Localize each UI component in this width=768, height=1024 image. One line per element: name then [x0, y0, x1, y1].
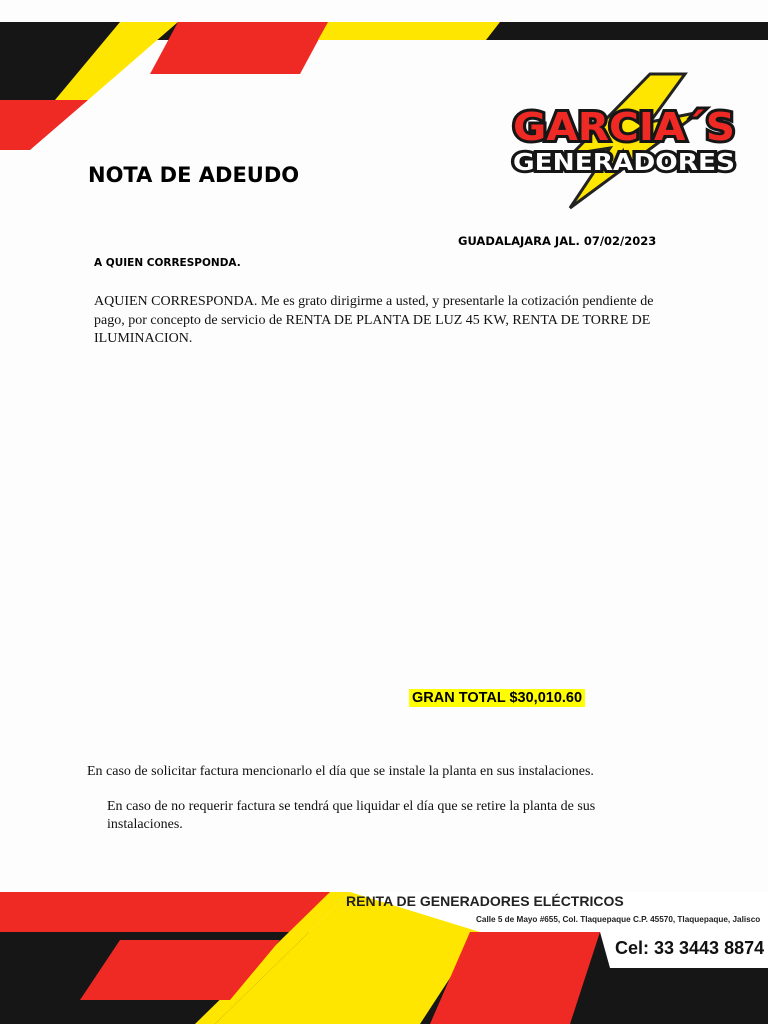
grand-total: GRAN TOTAL $30,010.60 [409, 689, 585, 707]
footer-address: Calle 5 de Mayo #655, Col. Tlaquepaque C.P. 45570, Tlaquepaque, Jalisco [476, 915, 761, 924]
document-title: NOTA DE ADEUDO [88, 163, 300, 187]
top-left-red-corner [0, 100, 88, 150]
footer-title: RENTA DE GENERADORES ELÉCTRICOS [346, 893, 624, 909]
date-line: GUADALAJARA JAL. 07/02/2023 [458, 234, 657, 248]
recipient-line: A QUIEN CORRESPONDA. [94, 257, 241, 269]
company-logo [500, 70, 745, 210]
footer-phone: Cel: 33 3443 8874 [615, 938, 765, 958]
logo-line2: GENERADORES [513, 150, 735, 176]
logo-line1: GARCIA´S [513, 105, 735, 149]
footer-red-band [0, 892, 340, 932]
no-invoice-note: En caso de no requerir factura se tendrá que liquidar el día que se retire la planta de sus instalaciones. [107, 799, 596, 832]
top-yellow-band [318, 22, 500, 40]
invoice-note: En caso de solicitar factura mencionarlo el día que se instale la planta en sus instalaciones. [87, 764, 594, 779]
top-red-band [150, 22, 328, 74]
footer-black-right [590, 968, 768, 1024]
body-paragraph: AQUIEN CORRESPONDA. Me es grato dirigirme a usted, y presentarle la cotización pendiente de pago, por concepto de servicio de RENTA DE PLANTA DE LUZ 45 KW, RENTA DE TORRE DE ILUMINACION. [94, 294, 654, 346]
